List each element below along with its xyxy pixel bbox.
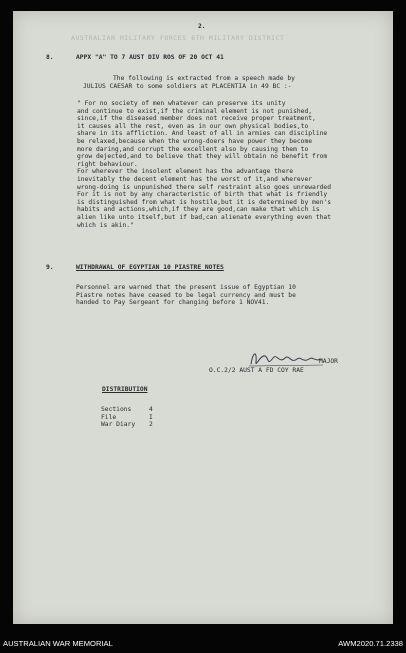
quote-line: be relaxed,because when the wrong-doers have power they become [77,137,313,145]
quote-line: For it is not by any characteristic of birth that what is friendly [77,191,328,199]
distribution-name: Sections [101,406,132,413]
notice-line: Piastre notes have ceased to be legal currency and must be [76,291,296,299]
footer-institution: AUSTRALIAN WAR MEMORIAL [3,639,113,648]
section-9-heading: WITHDRAWAL OF EGYPTIAN 10 PIASTRE NOTES [76,264,224,271]
quote-line: it causes all the rest, even as in our own physical bodies,to [77,122,309,130]
list-item [101,414,153,422]
quote-line: since,if the diseased member does not receive proper treatment, [77,115,316,123]
quote-line: more daring,and corrupt the excellent also by causing them to [77,145,309,153]
distribution-count: I [149,413,153,421]
footer-accession-number: AWM2020.71.2338 [338,639,403,648]
quote-line: and continue to exist,if the criminal element is not punished, [77,107,313,115]
currency-notice [76,284,296,307]
signature-title: O.C.2/2 AUST A FD COY RAE [209,367,304,374]
quote-line: For wherever the insolent element has the advantage there [77,168,294,176]
section-8-number: 8. [46,54,54,61]
signature-rank: MAJOR [319,358,338,365]
distribution-name: File [101,413,117,421]
notice-line: Personnel are warned that the present issue of Egyptian 10 [76,284,296,291]
page-number: 2. [198,23,206,30]
archive-footer [0,639,406,653]
quote-line: share in its affliction. And least of all in armies can discipline [77,130,328,138]
section-8-heading: APPX "A" TO 7 AUST DIV ROS OF 20 OCT 41 [76,54,224,61]
quote-line: is distinguished from what is hostile,but it is determined by men's [77,198,332,206]
distribution-name: War Diary [101,421,136,429]
quote-line: habits and actions,which,if they are good,can make that which is [77,206,320,214]
distribution-list [101,406,153,429]
list-item [101,406,153,414]
intro-line-2: JULIUS CAESAR to some soldiers at PLACENTIA in 49 BC :- [83,83,292,90]
document-page [13,11,393,624]
quote-line: alien like unto itself,but if bad,can alienate everything even that [77,213,332,221]
intro-line-1: The following is extracted from a speech made by [113,75,295,82]
section-9-number: 9. [46,264,54,271]
quote-line: wrong-doing is unpunished there self restraint also goes unrewarded [77,183,332,191]
distribution-count: 4 [149,406,153,413]
quote-line: which is akin." [77,221,134,229]
distribution-count: 2 [149,421,153,429]
quote-line: " For no society of men whatever can preserve its unity [77,100,286,107]
ghost-letterhead: AUSTRALIAN MILITARY FORCES 6TH MILITARY DISTRICT [71,34,285,42]
notice-line: handed to Pay Sergeant for changing before 1 NOV41. [76,299,270,307]
quote-line: right behaviour. [77,160,138,168]
caesar-quote [77,100,389,229]
quote-line: inevitably the decent element has the worst of it,and wherever [77,175,313,183]
list-item [101,421,153,429]
quote-line: grow dejected,and to believe that they will obtain no benefit from [77,153,328,161]
distribution-heading: DISTRIBUTION [102,386,148,393]
